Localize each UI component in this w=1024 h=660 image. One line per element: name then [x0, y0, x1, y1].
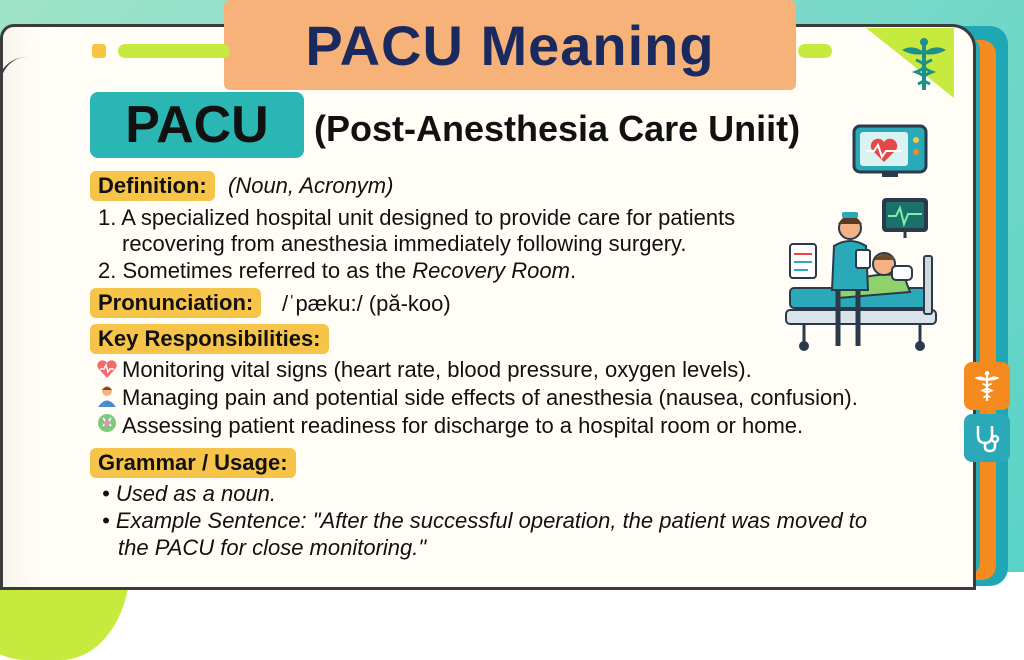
grammar-bullet-1: • Used as a noun. [102, 481, 277, 506]
responsibility-item: Assessing patient readiness for discharge to a hospital room or home. [122, 413, 804, 438]
decorative-bar [118, 44, 230, 58]
caduceus-icon [898, 36, 950, 92]
definition-item-2-em: Recovery Room [412, 258, 570, 283]
responsibility-item: Monitoring vital signs (heart rate, blood pressure, oxygen levels). [122, 357, 752, 382]
caduceus-icon [972, 370, 1002, 402]
grammar-bullet-2-line-1: • Example Sentence: "After the successful operation, the patient was moved to [102, 508, 868, 533]
person-icon [96, 384, 118, 408]
definition-item-2 [98, 258, 576, 284]
term-expansion: (Post-Anesthesia Care Uniit) [314, 108, 801, 149]
definition-item-2-pre: 2. Sometimes referred to as the [98, 258, 413, 283]
decorative-bar-right [798, 44, 832, 58]
tab-caduceus[interactable] [964, 362, 1010, 410]
definition-label: Definition: [90, 171, 215, 201]
definition-item-1-line-1: 1. A specialized hospital unit designed to provide care for patients [98, 205, 736, 230]
pronunciation-value: /ˈpæku:/ (pă-koo) [282, 291, 451, 316]
stethoscope-icon [973, 423, 1001, 453]
brain-icon [96, 412, 118, 434]
grammar-bullet-2-line-2: the PACU for close monitoring." [118, 535, 427, 560]
definition-item-2-post: . [569, 258, 577, 283]
responsibility-item: Managing pain and potential side effects of anesthesia (nausea, confusion). [122, 385, 858, 410]
part-of-speech: (Noun, Acronym) [228, 173, 394, 198]
decorative-dot [92, 44, 106, 58]
term: PACU [125, 96, 269, 154]
title-banner [224, 0, 796, 90]
heart-monitor-icon [852, 124, 928, 178]
definition-item-1-line-2: recovering from anesthesia immediately following surgery. [122, 231, 687, 256]
grammar-label: Grammar / Usage: [90, 448, 296, 478]
page-title: PACU Meaning [305, 13, 715, 77]
responsibilities-label: Key Responsibilities: [90, 324, 329, 354]
page-binding [0, 57, 54, 602]
heart-icon [96, 358, 118, 380]
term-box [90, 92, 304, 158]
nurse-patient-illustration [784, 206, 944, 354]
pronunciation-label: Pronunciation: [90, 288, 261, 318]
tab-stethoscope[interactable] [964, 414, 1010, 462]
